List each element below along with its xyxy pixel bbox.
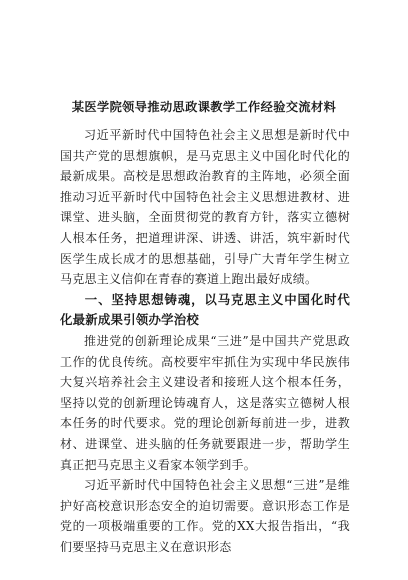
document-title: 某医学院领导推动思政课教学工作经验交流材料 <box>71 100 337 114</box>
section-heading: 一、坚持思想铸魂，以马克思主义中国化时代化最新成果引领办学治校 <box>60 291 350 328</box>
paragraph: 习近平新时代中国特色社会主义思想是新时代中国共产党的思想旗帜，是马克思主义中国化时代化的最新成果。高校是思想政治教育的主阵地，必须全面推动习近平新时代中国特色社会主义思想进教材、进课堂、进头脑，全面贯彻党的教育方针，落实立德树人根本任务，把道理讲深、讲透、讲活，筑牢新时代医学生成长成才的思想基础，引导广大青年学生树立马克思主义信仰在青春的赛道上跑出最好成绩。 <box>60 128 350 287</box>
document-body <box>60 125 350 557</box>
paragraph: 推进党的创新理论成果“三进”是中国共产党思政工作的优良传统。高校要牢牢抓住为实现中华民族伟大复兴培养社会主义建设者和接班人这个根本任务，坚持以党的创新理论铸魂育人，这是落实立德树人根本任务的时代要求。党的理论创新每前进一步，进教材、进课堂、进头脑的任务就要跟进一步，帮助学生真正把马克思主义看家本领学到手。 <box>60 333 350 472</box>
paragraph: 习近平新时代中国特色社会主义思想“三进”是维护好高校意识形态安全的迫切需要。意识形态工作是党的一项极端重要的工作。党的XX大报告指出，“我们要坚持马克思主义在意识形态 <box>60 478 350 554</box>
